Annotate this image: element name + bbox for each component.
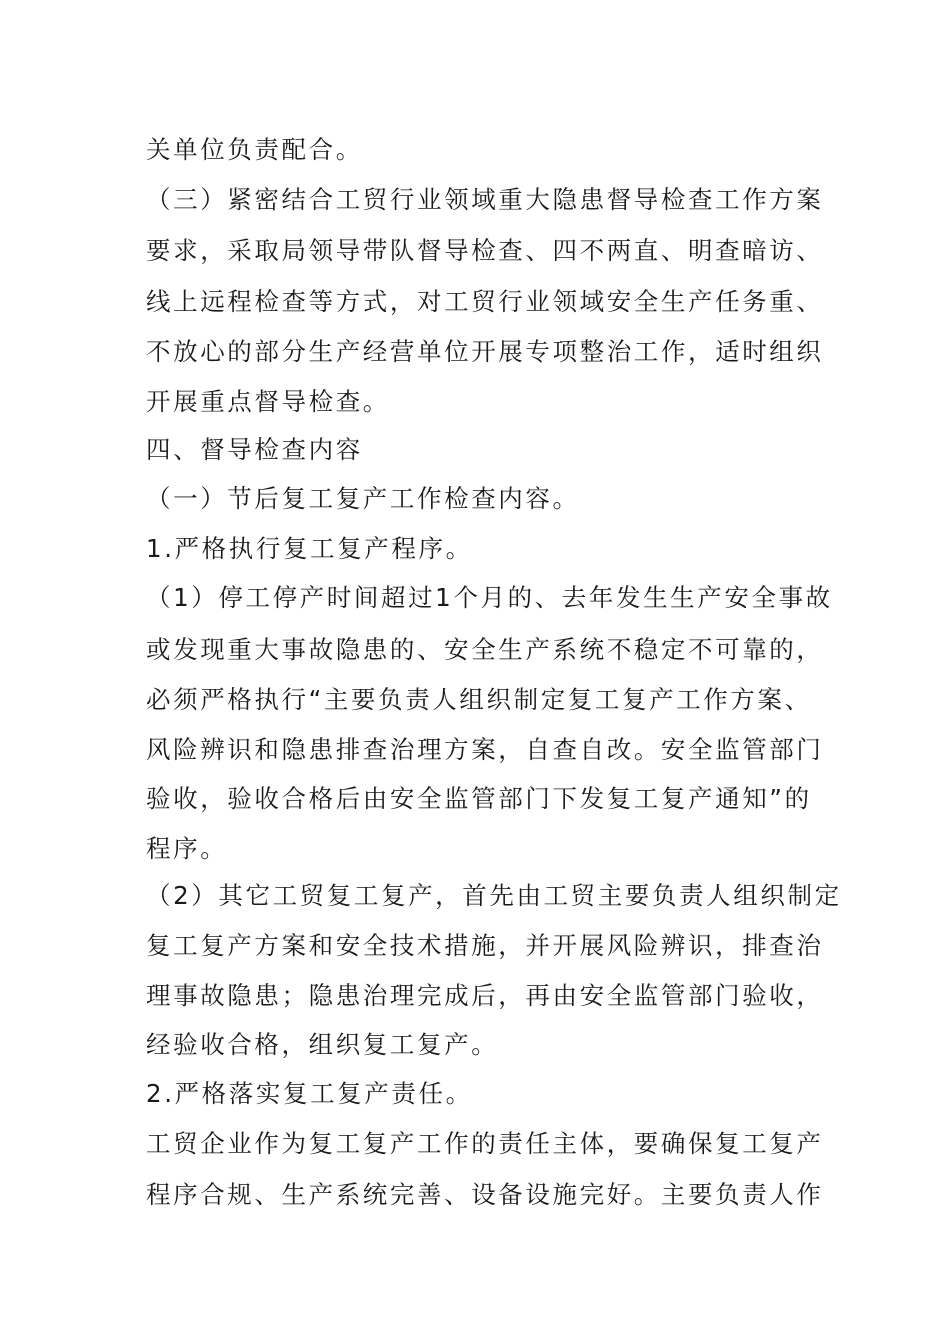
item-heading: 1.严格执行复工复产程序。 (146, 534, 473, 563)
text-line: 风险辨识和隐患排查治理方案，自查自改。安全监管部门 (146, 735, 824, 764)
text-line: （三）紧密结合工贸行业领域重大隐患督导检查工作方案 (146, 185, 824, 214)
text-line: 验收，验收合格后由安全监管部门下发复工复产通知”的 (146, 784, 812, 813)
text-line: 必须严格执行“主要负责人组织制定复工复产工作方案、 (146, 685, 812, 714)
text-line: （2）其它工贸复工复产，首先由工贸主要负责人组织制定 (146, 881, 842, 910)
item-heading: 2.严格落实复工复产责任。 (146, 1079, 473, 1108)
text-line: 程序合规、生产系统完善、设备设施完好。主要负责人作 (146, 1180, 824, 1209)
text-line: 开展重点督导检查。 (146, 387, 390, 416)
text-line: 或发现重大事故隐患的、安全生产系统不稳定不可靠的， (146, 635, 824, 664)
text-line: 工贸企业作为复工复产工作的责任主体，要确保复工复产 (146, 1129, 824, 1158)
text-line: 不放心的部分生产经营单位开展专项整治工作，适时组织 (146, 337, 824, 366)
text-line: 程序。 (146, 834, 228, 863)
text-line: 复工复产方案和安全技术措施，并开展风险辨识，排查治 (146, 931, 824, 960)
text-line: （1）停工停产时间超过1个月的、去年发生生产安全事故 (146, 583, 833, 612)
text-line: 要求，采取局领导带队督导检查、四不两直、明查暗访、 (146, 236, 824, 265)
subsection-heading: （一）节后复工复产工作检查内容。 (146, 484, 580, 513)
text-line: 关单位负责配合。 (146, 135, 363, 164)
section-heading: 四、督导检查内容 (146, 435, 363, 464)
text-line: 线上远程检查等方式，对工贸行业领域安全生产任务重、 (146, 287, 824, 316)
text-line: 经验收合格，组织复工复产。 (146, 1030, 499, 1059)
text-line: 理事故隐患；隐患治理完成后，再由安全监管部门验收， (146, 981, 824, 1010)
